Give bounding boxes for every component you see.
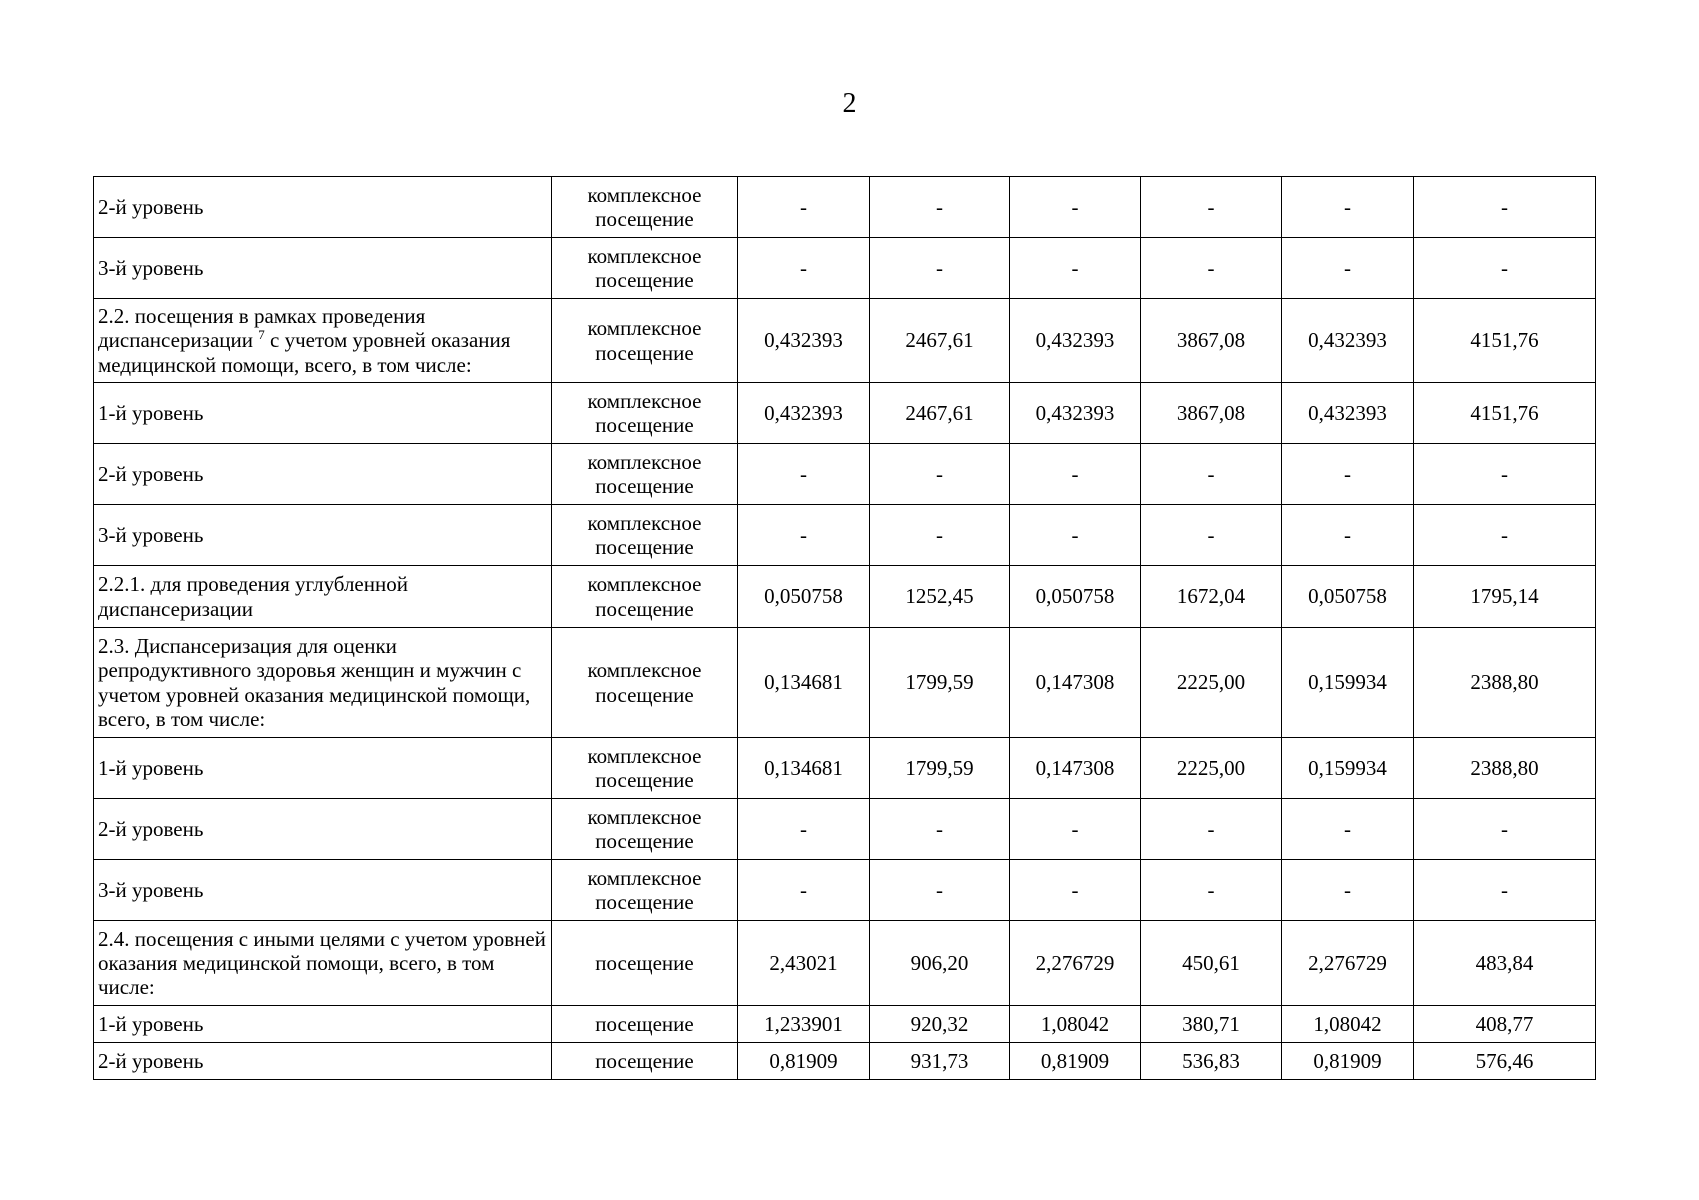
row-name-cell: 2.2.1. для проведения углубленной диспансеризации bbox=[94, 566, 552, 628]
value-cell: 4151,76 bbox=[1414, 383, 1596, 444]
value-cell: 2467,61 bbox=[870, 383, 1010, 444]
value-cell: - bbox=[1141, 799, 1282, 860]
row-unit-cell: комплексное посещение bbox=[552, 505, 738, 566]
value-cell: - bbox=[1414, 860, 1596, 921]
table-row bbox=[94, 505, 1596, 566]
value-cell: - bbox=[1141, 444, 1282, 505]
row-name-cell: 3-й уровень bbox=[94, 860, 552, 921]
value-cell: - bbox=[1282, 444, 1414, 505]
value-cell: 408,77 bbox=[1414, 1006, 1596, 1043]
table-row bbox=[94, 566, 1596, 628]
value-cell: - bbox=[1010, 505, 1141, 566]
row-unit-cell: комплексное посещение bbox=[552, 177, 738, 238]
value-cell: - bbox=[1414, 444, 1596, 505]
value-cell: 450,61 bbox=[1141, 921, 1282, 1006]
value-cell: - bbox=[1141, 238, 1282, 299]
row-name-cell: 2-й уровень bbox=[94, 444, 552, 505]
value-cell: - bbox=[870, 860, 1010, 921]
value-cell: 1672,04 bbox=[1141, 566, 1282, 628]
value-cell: - bbox=[738, 238, 870, 299]
value-cell: - bbox=[1282, 238, 1414, 299]
row-name-cell: 2.4. посещения с иными целями с учетом уровней оказания медицинской помощи, всего, в том числе: bbox=[94, 921, 552, 1006]
value-cell: 1,233901 bbox=[738, 1006, 870, 1043]
value-cell: - bbox=[870, 444, 1010, 505]
value-cell: - bbox=[1010, 799, 1141, 860]
value-cell: 2467,61 bbox=[870, 299, 1010, 383]
row-name-cell: 2-й уровень bbox=[94, 1043, 552, 1080]
value-cell: - bbox=[1282, 799, 1414, 860]
value-cell: - bbox=[1141, 860, 1282, 921]
value-cell: 0,050758 bbox=[1282, 566, 1414, 628]
value-cell: - bbox=[1141, 505, 1282, 566]
table-row bbox=[94, 921, 1596, 1006]
row-unit-cell: посещение bbox=[552, 921, 738, 1006]
value-cell: 0,432393 bbox=[1010, 299, 1141, 383]
data-table bbox=[93, 176, 1596, 1080]
value-cell: - bbox=[738, 177, 870, 238]
value-cell: 2388,80 bbox=[1414, 738, 1596, 799]
value-cell: 380,71 bbox=[1141, 1006, 1282, 1043]
value-cell: - bbox=[738, 444, 870, 505]
value-cell: - bbox=[738, 505, 870, 566]
value-cell: 483,84 bbox=[1414, 921, 1596, 1006]
page-number: 2 bbox=[842, 88, 857, 119]
table-row bbox=[94, 444, 1596, 505]
value-cell: - bbox=[738, 860, 870, 921]
value-cell: 1799,59 bbox=[870, 738, 1010, 799]
row-unit-cell: комплексное посещение bbox=[552, 628, 738, 738]
table-row bbox=[94, 1006, 1596, 1043]
row-unit-cell: комплексное посещение bbox=[552, 383, 738, 444]
value-cell: - bbox=[1010, 238, 1141, 299]
value-cell: 0,432393 bbox=[1282, 299, 1414, 383]
value-cell: - bbox=[1414, 177, 1596, 238]
value-cell: 2,43021 bbox=[738, 921, 870, 1006]
value-cell: - bbox=[1282, 177, 1414, 238]
value-cell: - bbox=[870, 238, 1010, 299]
value-cell: - bbox=[1414, 799, 1596, 860]
value-cell: 536,83 bbox=[1141, 1043, 1282, 1080]
value-cell: 1795,14 bbox=[1414, 566, 1596, 628]
value-cell: 0,147308 bbox=[1010, 738, 1141, 799]
value-cell: 1,08042 bbox=[1010, 1006, 1141, 1043]
row-name-text: 2.2. посещения в рамках проведения диспансеризации bbox=[98, 304, 426, 353]
row-unit-cell: комплексное посещение bbox=[552, 444, 738, 505]
value-cell: 3867,08 bbox=[1141, 383, 1282, 444]
value-cell: 1,08042 bbox=[1282, 1006, 1414, 1043]
table-row bbox=[94, 238, 1596, 299]
row-name-cell: 3-й уровень bbox=[94, 505, 552, 566]
value-cell: 2,276729 bbox=[1010, 921, 1141, 1006]
row-name-cell: 2-й уровень bbox=[94, 799, 552, 860]
value-cell: 906,20 bbox=[870, 921, 1010, 1006]
value-cell: 0,432393 bbox=[738, 299, 870, 383]
row-name-cell: 1-й уровень bbox=[94, 383, 552, 444]
value-cell: 0,432393 bbox=[1282, 383, 1414, 444]
value-cell: - bbox=[738, 799, 870, 860]
value-cell: 0,81909 bbox=[738, 1043, 870, 1080]
value-cell: 2,276729 bbox=[1282, 921, 1414, 1006]
value-cell: 920,32 bbox=[870, 1006, 1010, 1043]
value-cell: 0,432393 bbox=[738, 383, 870, 444]
row-name-cell: 2.3. Диспансеризация для оценки репродуктивного здоровья женщин и мужчин с учетом уровней оказания медицинской помощи, всего, в том числе: bbox=[94, 628, 552, 738]
value-cell: - bbox=[1414, 505, 1596, 566]
value-cell: - bbox=[870, 799, 1010, 860]
row-name-cell bbox=[94, 299, 552, 383]
row-unit-cell: посещение bbox=[552, 1043, 738, 1080]
value-cell: - bbox=[1010, 177, 1141, 238]
table-row bbox=[94, 799, 1596, 860]
value-cell: 3867,08 bbox=[1141, 299, 1282, 383]
row-unit-cell: комплексное посещение bbox=[552, 238, 738, 299]
footnote-marker: 7 bbox=[258, 327, 265, 343]
value-cell: 4151,76 bbox=[1414, 299, 1596, 383]
value-cell: 0,81909 bbox=[1282, 1043, 1414, 1080]
table-row bbox=[94, 299, 1596, 383]
value-cell: 0,159934 bbox=[1282, 628, 1414, 738]
value-cell: - bbox=[870, 177, 1010, 238]
value-cell: - bbox=[1010, 860, 1141, 921]
value-cell: 0,81909 bbox=[1010, 1043, 1141, 1080]
value-cell: - bbox=[1141, 177, 1282, 238]
value-cell: - bbox=[1282, 860, 1414, 921]
row-unit-cell: комплексное посещение bbox=[552, 799, 738, 860]
table-row bbox=[94, 628, 1596, 738]
value-cell: 2388,80 bbox=[1414, 628, 1596, 738]
value-cell: 576,46 bbox=[1414, 1043, 1596, 1080]
table-row bbox=[94, 738, 1596, 799]
table-row bbox=[94, 177, 1596, 238]
value-cell: - bbox=[870, 505, 1010, 566]
value-cell: 2225,00 bbox=[1141, 738, 1282, 799]
value-cell: - bbox=[1414, 238, 1596, 299]
value-cell: 2225,00 bbox=[1141, 628, 1282, 738]
row-unit-cell: комплексное посещение bbox=[552, 860, 738, 921]
row-name-text: с учетом уровней оказания медицинской помощи, всего, в том числе: bbox=[98, 328, 511, 377]
value-cell: 1799,59 bbox=[870, 628, 1010, 738]
value-cell: 0,432393 bbox=[1010, 383, 1141, 444]
value-cell: 0,050758 bbox=[738, 566, 870, 628]
value-cell: 0,147308 bbox=[1010, 628, 1141, 738]
table-row bbox=[94, 383, 1596, 444]
value-cell: - bbox=[1282, 505, 1414, 566]
value-cell: 0,159934 bbox=[1282, 738, 1414, 799]
row-name-cell: 1-й уровень bbox=[94, 1006, 552, 1043]
value-cell: 0,050758 bbox=[1010, 566, 1141, 628]
value-cell: 0,134681 bbox=[738, 738, 870, 799]
table-row bbox=[94, 1043, 1596, 1080]
table-body bbox=[94, 177, 1596, 1080]
row-name-cell: 3-й уровень bbox=[94, 238, 552, 299]
row-name-cell: 2-й уровень bbox=[94, 177, 552, 238]
row-unit-cell: посещение bbox=[552, 1006, 738, 1043]
value-cell: - bbox=[1010, 444, 1141, 505]
row-unit-cell: комплексное посещение bbox=[552, 299, 738, 383]
table-row bbox=[94, 860, 1596, 921]
row-unit-cell: комплексное посещение bbox=[552, 566, 738, 628]
value-cell: 931,73 bbox=[870, 1043, 1010, 1080]
value-cell: 0,134681 bbox=[738, 628, 870, 738]
row-unit-cell: комплексное посещение bbox=[552, 738, 738, 799]
row-name-cell: 1-й уровень bbox=[94, 738, 552, 799]
value-cell: 1252,45 bbox=[870, 566, 1010, 628]
